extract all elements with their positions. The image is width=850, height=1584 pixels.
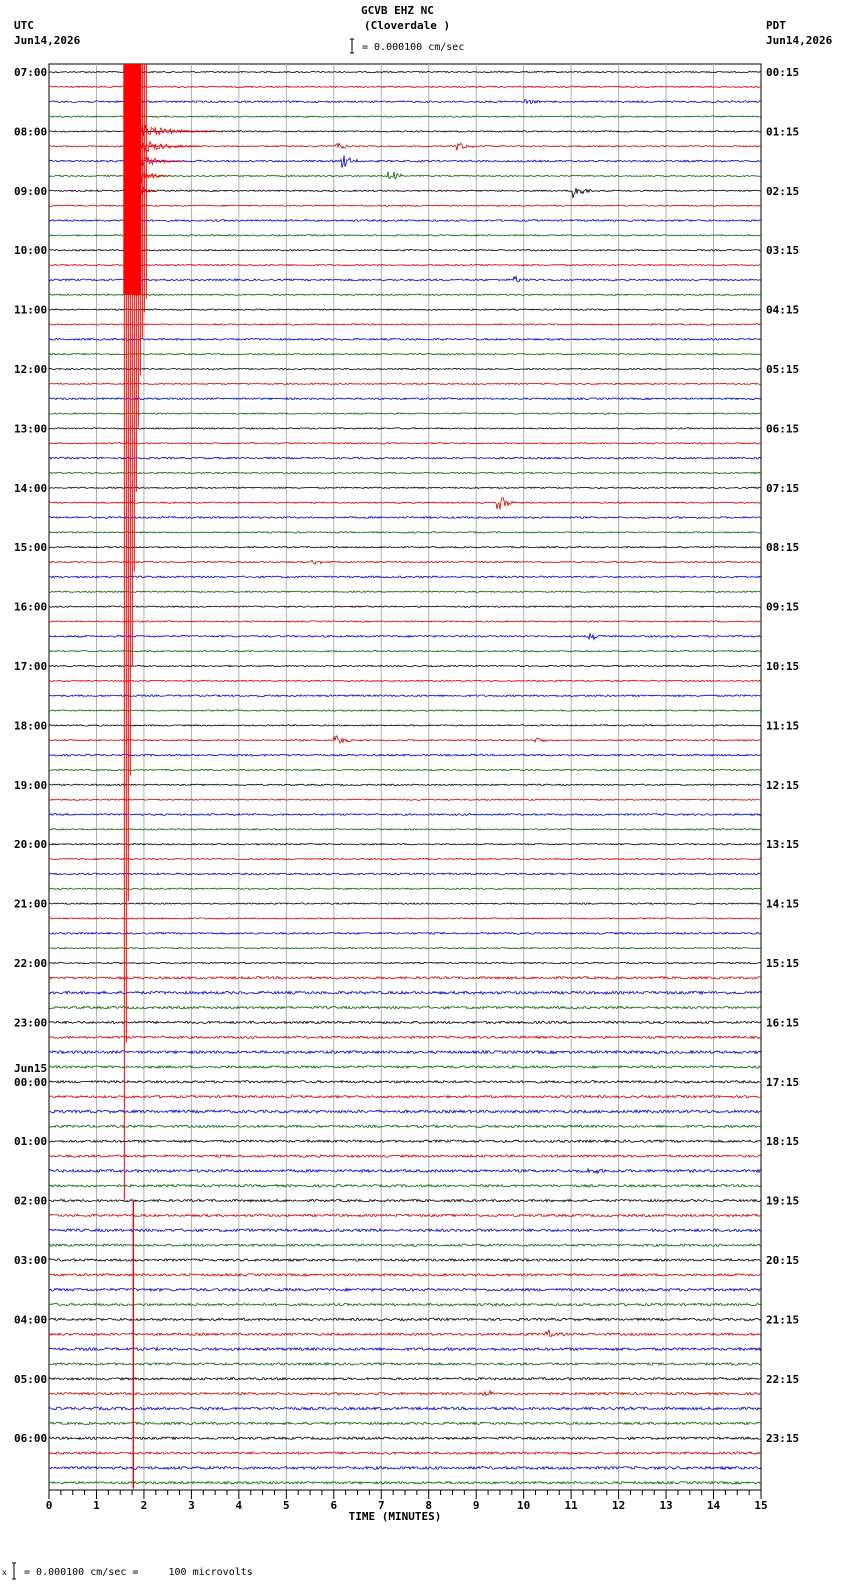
x-tick-label: 0 <box>45 1499 53 1512</box>
trace-row <box>49 769 761 770</box>
trace-row <box>49 754 761 756</box>
x-tick-label: 6 <box>330 1499 338 1512</box>
trace-row <box>49 547 761 548</box>
x-tick-label: 14 <box>706 1499 721 1512</box>
footer-scale-text: = 0.000100 cm/sec = 100 microvolts <box>24 1567 253 1578</box>
trace-row <box>49 517 761 519</box>
x-tick-label: 10 <box>517 1499 531 1512</box>
pdt-hour-label: 14:15 <box>766 897 800 911</box>
trace-row <box>49 903 761 904</box>
trace-row <box>49 100 761 104</box>
trace-row <box>49 695 761 697</box>
trace-row <box>49 1244 761 1246</box>
footer-prefix: x <box>2 1568 7 1577</box>
utc-hour-label: 22:00 <box>14 957 48 970</box>
trace-row <box>49 1125 761 1127</box>
pdt-hour-label: 13:15 <box>766 838 800 852</box>
trace-row <box>49 324 761 325</box>
utc-hour-label: 04:00 <box>14 1313 48 1327</box>
time-axis <box>46 1490 768 1523</box>
trace-row <box>49 338 761 340</box>
utc-hour-label: 14:00 <box>14 481 48 495</box>
trace-row <box>49 276 761 282</box>
trace-row <box>49 1081 761 1083</box>
trace-row <box>49 1169 761 1174</box>
trace-row <box>49 606 761 607</box>
trace-row <box>49 1437 761 1439</box>
utc-hour-label: 05:00 <box>14 1372 48 1386</box>
x-tick-label: 5 <box>283 1499 290 1512</box>
trace-row <box>49 829 761 830</box>
trace-row <box>49 71 761 72</box>
station-location: (Cloverdale ) <box>364 19 451 32</box>
utc-hour-label: 03:00 <box>14 1254 48 1267</box>
pdt-hour-label: 18:15 <box>766 1135 800 1149</box>
utc-hour-label: 20:00 <box>14 838 48 852</box>
trace-row <box>49 1330 761 1337</box>
trace-row <box>49 1051 761 1054</box>
pdt-hour-label: 19:15 <box>766 1194 800 1208</box>
trace-row <box>49 294 761 295</box>
utc-hour-label: 16:00 <box>14 600 48 614</box>
pdt-zone-label: PDT <box>766 19 786 32</box>
trace-row <box>49 383 761 384</box>
trace-row <box>49 1391 761 1396</box>
trace-row <box>49 1006 761 1008</box>
trace-row <box>49 116 761 117</box>
trace-row <box>49 888 761 889</box>
plot-frame <box>49 64 761 1490</box>
trace-row <box>49 457 761 459</box>
trace-row <box>49 1140 761 1142</box>
pdt-hour-label: 23:15 <box>766 1432 800 1446</box>
trace-row <box>49 309 761 310</box>
trace-row <box>49 725 761 726</box>
trace-row <box>49 250 761 251</box>
utc-hour-label: 01:00 <box>14 1135 48 1149</box>
trace-row <box>49 680 761 681</box>
pdt-hour-label: 00:15 <box>766 66 800 79</box>
trace-row <box>49 413 761 414</box>
pdt-hour-label: 15:15 <box>766 957 800 970</box>
pdt-hour-label: 06:15 <box>766 422 800 436</box>
pdt-hour-label: 22:15 <box>766 1372 800 1386</box>
x-tick-label: 15 <box>754 1499 768 1512</box>
utc-hour-label: 10:00 <box>14 244 48 258</box>
pdt-hour-label: 07:15 <box>766 481 800 495</box>
x-tick-label: 11 <box>564 1499 578 1512</box>
trace-row <box>49 784 761 785</box>
pdt-hour-label: 20:15 <box>766 1254 800 1267</box>
seismic-traces <box>49 71 761 1484</box>
trace-row <box>49 621 761 622</box>
trace-row <box>49 1229 761 1232</box>
trace-row <box>49 443 761 444</box>
scale-indicator-bottom <box>0 1562 400 1580</box>
utc-hour-label: 08:00 <box>14 125 48 139</box>
pdt-hour-label: 17:15 <box>766 1075 800 1089</box>
trace-row <box>49 1036 761 1038</box>
trace-row <box>49 1155 761 1157</box>
utc-hour-label: 07:00 <box>14 66 48 79</box>
trace-row <box>49 1363 761 1365</box>
trace-row <box>49 398 761 400</box>
x-tick-label: 9 <box>472 1499 480 1512</box>
trace-row <box>49 428 761 429</box>
utc-hour-label: 12:00 <box>14 363 48 376</box>
utc-hour-label: 11:00 <box>14 303 48 317</box>
trace-row <box>49 1274 761 1276</box>
trace-row <box>49 1021 761 1023</box>
trace-row <box>49 205 761 206</box>
utc-hour-label: 15:00 <box>14 541 48 555</box>
pdt-hour-label: 16:15 <box>766 1016 800 1030</box>
trace-row <box>49 576 761 578</box>
x-tick-label: 8 <box>425 1499 433 1512</box>
utc-date-label: Jun14,2026 <box>14 34 81 47</box>
trace-row <box>49 1407 761 1410</box>
trace-row <box>49 918 761 919</box>
station-title: GCVB EHZ NC <box>361 4 434 17</box>
trace-row <box>49 948 761 949</box>
trace-row <box>49 1467 761 1470</box>
trace-row <box>49 858 761 859</box>
trace-row <box>49 634 761 640</box>
trace-row <box>49 560 761 564</box>
trace-row <box>49 1482 761 1484</box>
coda-tail <box>141 187 155 195</box>
utc-hour-label: 13:00 <box>14 422 48 436</box>
grid-lines <box>49 64 761 1490</box>
pdt-hour-labels <box>766 66 799 1445</box>
trace-row <box>49 1199 761 1201</box>
trace-row <box>49 188 761 198</box>
utc-hour-label: 21:00 <box>14 897 48 911</box>
trace-row <box>49 799 761 800</box>
trace-row <box>49 1185 761 1187</box>
trace-row <box>49 814 761 816</box>
trace-row <box>49 710 761 711</box>
pdt-hour-label: 11:15 <box>766 719 800 733</box>
trace-row <box>49 1422 761 1424</box>
utc-date-change-label: Jun15 <box>14 1061 48 1075</box>
utc-hour-labels <box>14 66 47 1445</box>
x-tick-label: 7 <box>377 1499 385 1512</box>
trace-row <box>49 1214 761 1216</box>
pdt-hour-label: 03:15 <box>766 244 800 258</box>
pdt-hour-label: 10:15 <box>766 660 800 673</box>
x-axis-title: TIME (MINUTES) <box>348 1510 442 1523</box>
trace-row <box>49 1348 761 1351</box>
utc-hour-label: 17:00 <box>14 660 48 673</box>
trace-row <box>49 844 761 845</box>
trace-row <box>49 498 761 510</box>
trace-row <box>49 873 761 875</box>
trace-row <box>49 1318 761 1320</box>
trace-row <box>49 962 761 963</box>
x-tick-label: 3 <box>188 1499 195 1512</box>
x-tick-label: 2 <box>140 1499 148 1512</box>
utc-hour-label: 02:00 <box>14 1194 48 1208</box>
pdt-hour-label: 21:15 <box>766 1313 800 1327</box>
utc-hour-label: 06:00 <box>14 1432 48 1446</box>
x-tick-label: 12 <box>611 1499 626 1512</box>
scale-text-top: = 0.000100 cm/sec <box>362 42 465 53</box>
trace-row <box>49 1066 761 1068</box>
utc-hour-label: 18:00 <box>14 719 48 733</box>
utc-zone-label: UTC <box>14 19 34 32</box>
pdt-hour-label: 04:15 <box>766 303 800 317</box>
trace-row <box>49 472 761 473</box>
pdt-hour-label: 02:15 <box>766 184 800 198</box>
trace-row <box>49 1378 761 1380</box>
trace-row <box>49 354 761 355</box>
trace-row <box>49 1259 761 1261</box>
pdt-date-label: Jun14,2026 <box>766 34 833 47</box>
trace-row <box>49 1096 761 1098</box>
trace-row <box>49 220 761 222</box>
trace-row <box>49 665 761 666</box>
trace-row <box>49 977 761 979</box>
trace-row <box>49 591 761 592</box>
trace-row <box>49 86 761 87</box>
utc-hour-label: 23:00 <box>14 1016 48 1030</box>
pdt-hour-label: 05:15 <box>766 363 800 376</box>
coda-tail <box>141 172 170 183</box>
pdt-hour-label: 01:15 <box>766 125 800 139</box>
x-tick-label: 4 <box>235 1499 243 1512</box>
trace-row <box>49 1452 761 1454</box>
trace-row <box>49 1303 761 1305</box>
pdt-hour-label: 12:15 <box>766 778 800 792</box>
utc-hour-label: 00:00 <box>14 1075 48 1089</box>
trace-row <box>49 368 761 369</box>
trace-row <box>49 235 761 236</box>
trace-row <box>49 264 761 265</box>
utc-hour-label: 09:00 <box>14 184 48 198</box>
pdt-hour-label: 08:15 <box>766 541 800 555</box>
trace-row <box>49 532 761 533</box>
trace-row <box>49 651 761 652</box>
trace-row <box>49 736 761 743</box>
trace-row <box>49 1288 761 1291</box>
trace-row <box>49 487 761 488</box>
utc-hour-label: 19:00 <box>14 778 48 792</box>
trace-row <box>49 932 761 934</box>
trace-row <box>49 991 761 994</box>
x-tick-label: 1 <box>93 1499 100 1512</box>
pdt-hour-label: 09:15 <box>766 600 800 614</box>
x-tick-label: 13 <box>659 1499 673 1512</box>
footer-scale-bar-icon <box>10 1562 20 1580</box>
trace-row <box>49 1110 761 1113</box>
